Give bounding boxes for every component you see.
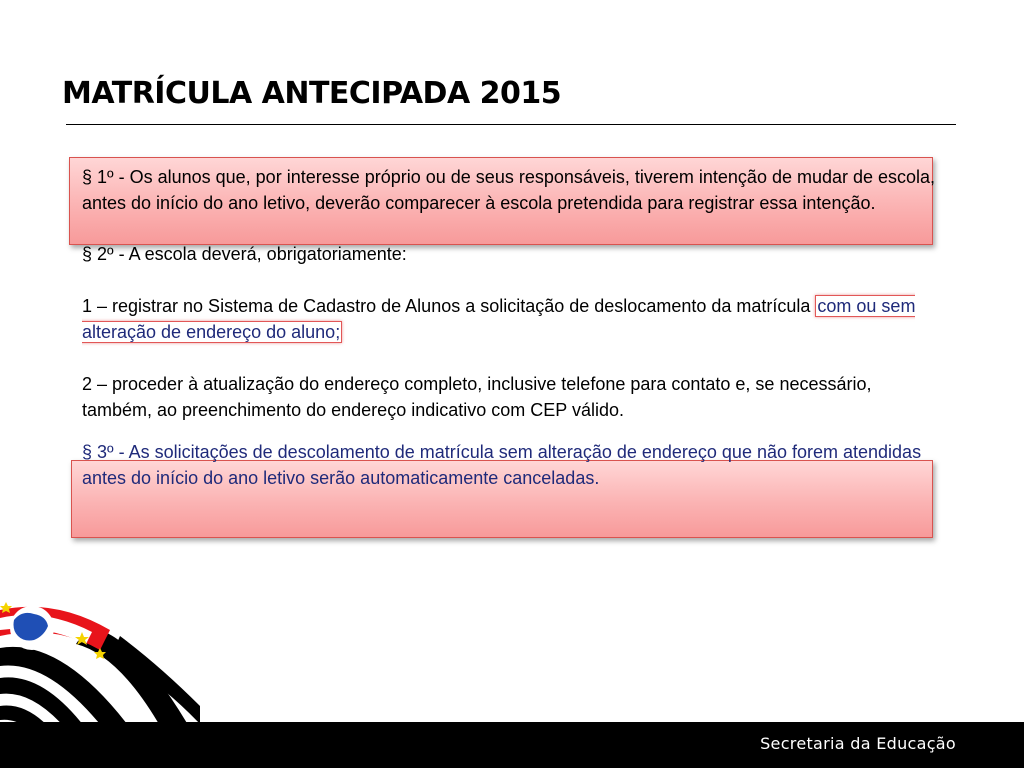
highlighted-phrase: com ou sem alteração de endereço do aluno; xyxy=(82,296,916,342)
list-item-1-text: 1 – registrar no Sistema de Cadastro de Alunos a solicitação de deslocamento da matrícula xyxy=(82,296,816,316)
slide-content xyxy=(82,164,942,491)
title-underline xyxy=(66,124,956,125)
paragraph-3: § 3º - As solicitações de descolamento de matrícula sem alteração de endereço que não forem atendidas antes do início do ano letivo serão automaticamente canceladas. xyxy=(82,442,922,488)
slide-title: MATRÍCULA ANTECIPADA 2015 xyxy=(62,76,562,111)
footer-text: Secretaria da Educação xyxy=(760,734,956,753)
paragraph-2: § 2º - A escola deverá, obrigatoriamente: xyxy=(82,244,407,264)
list-item-2: 2 – proceder à atualização do endereço completo, inclusive telefone para contato e, se necessário, também, ao preenchimento do endereço indicativo com CEP válido. xyxy=(82,374,872,420)
list-item-1 xyxy=(82,293,942,345)
paragraph-1: § 1º - Os alunos que, por interesse próprio ou de seus responsáveis, tiverem intenção de mudar de escola, antes do início do ano letivo, deverão comparecer à escola pretendida para registrar essa intenção. xyxy=(82,167,936,213)
footer-bar xyxy=(0,722,1024,768)
